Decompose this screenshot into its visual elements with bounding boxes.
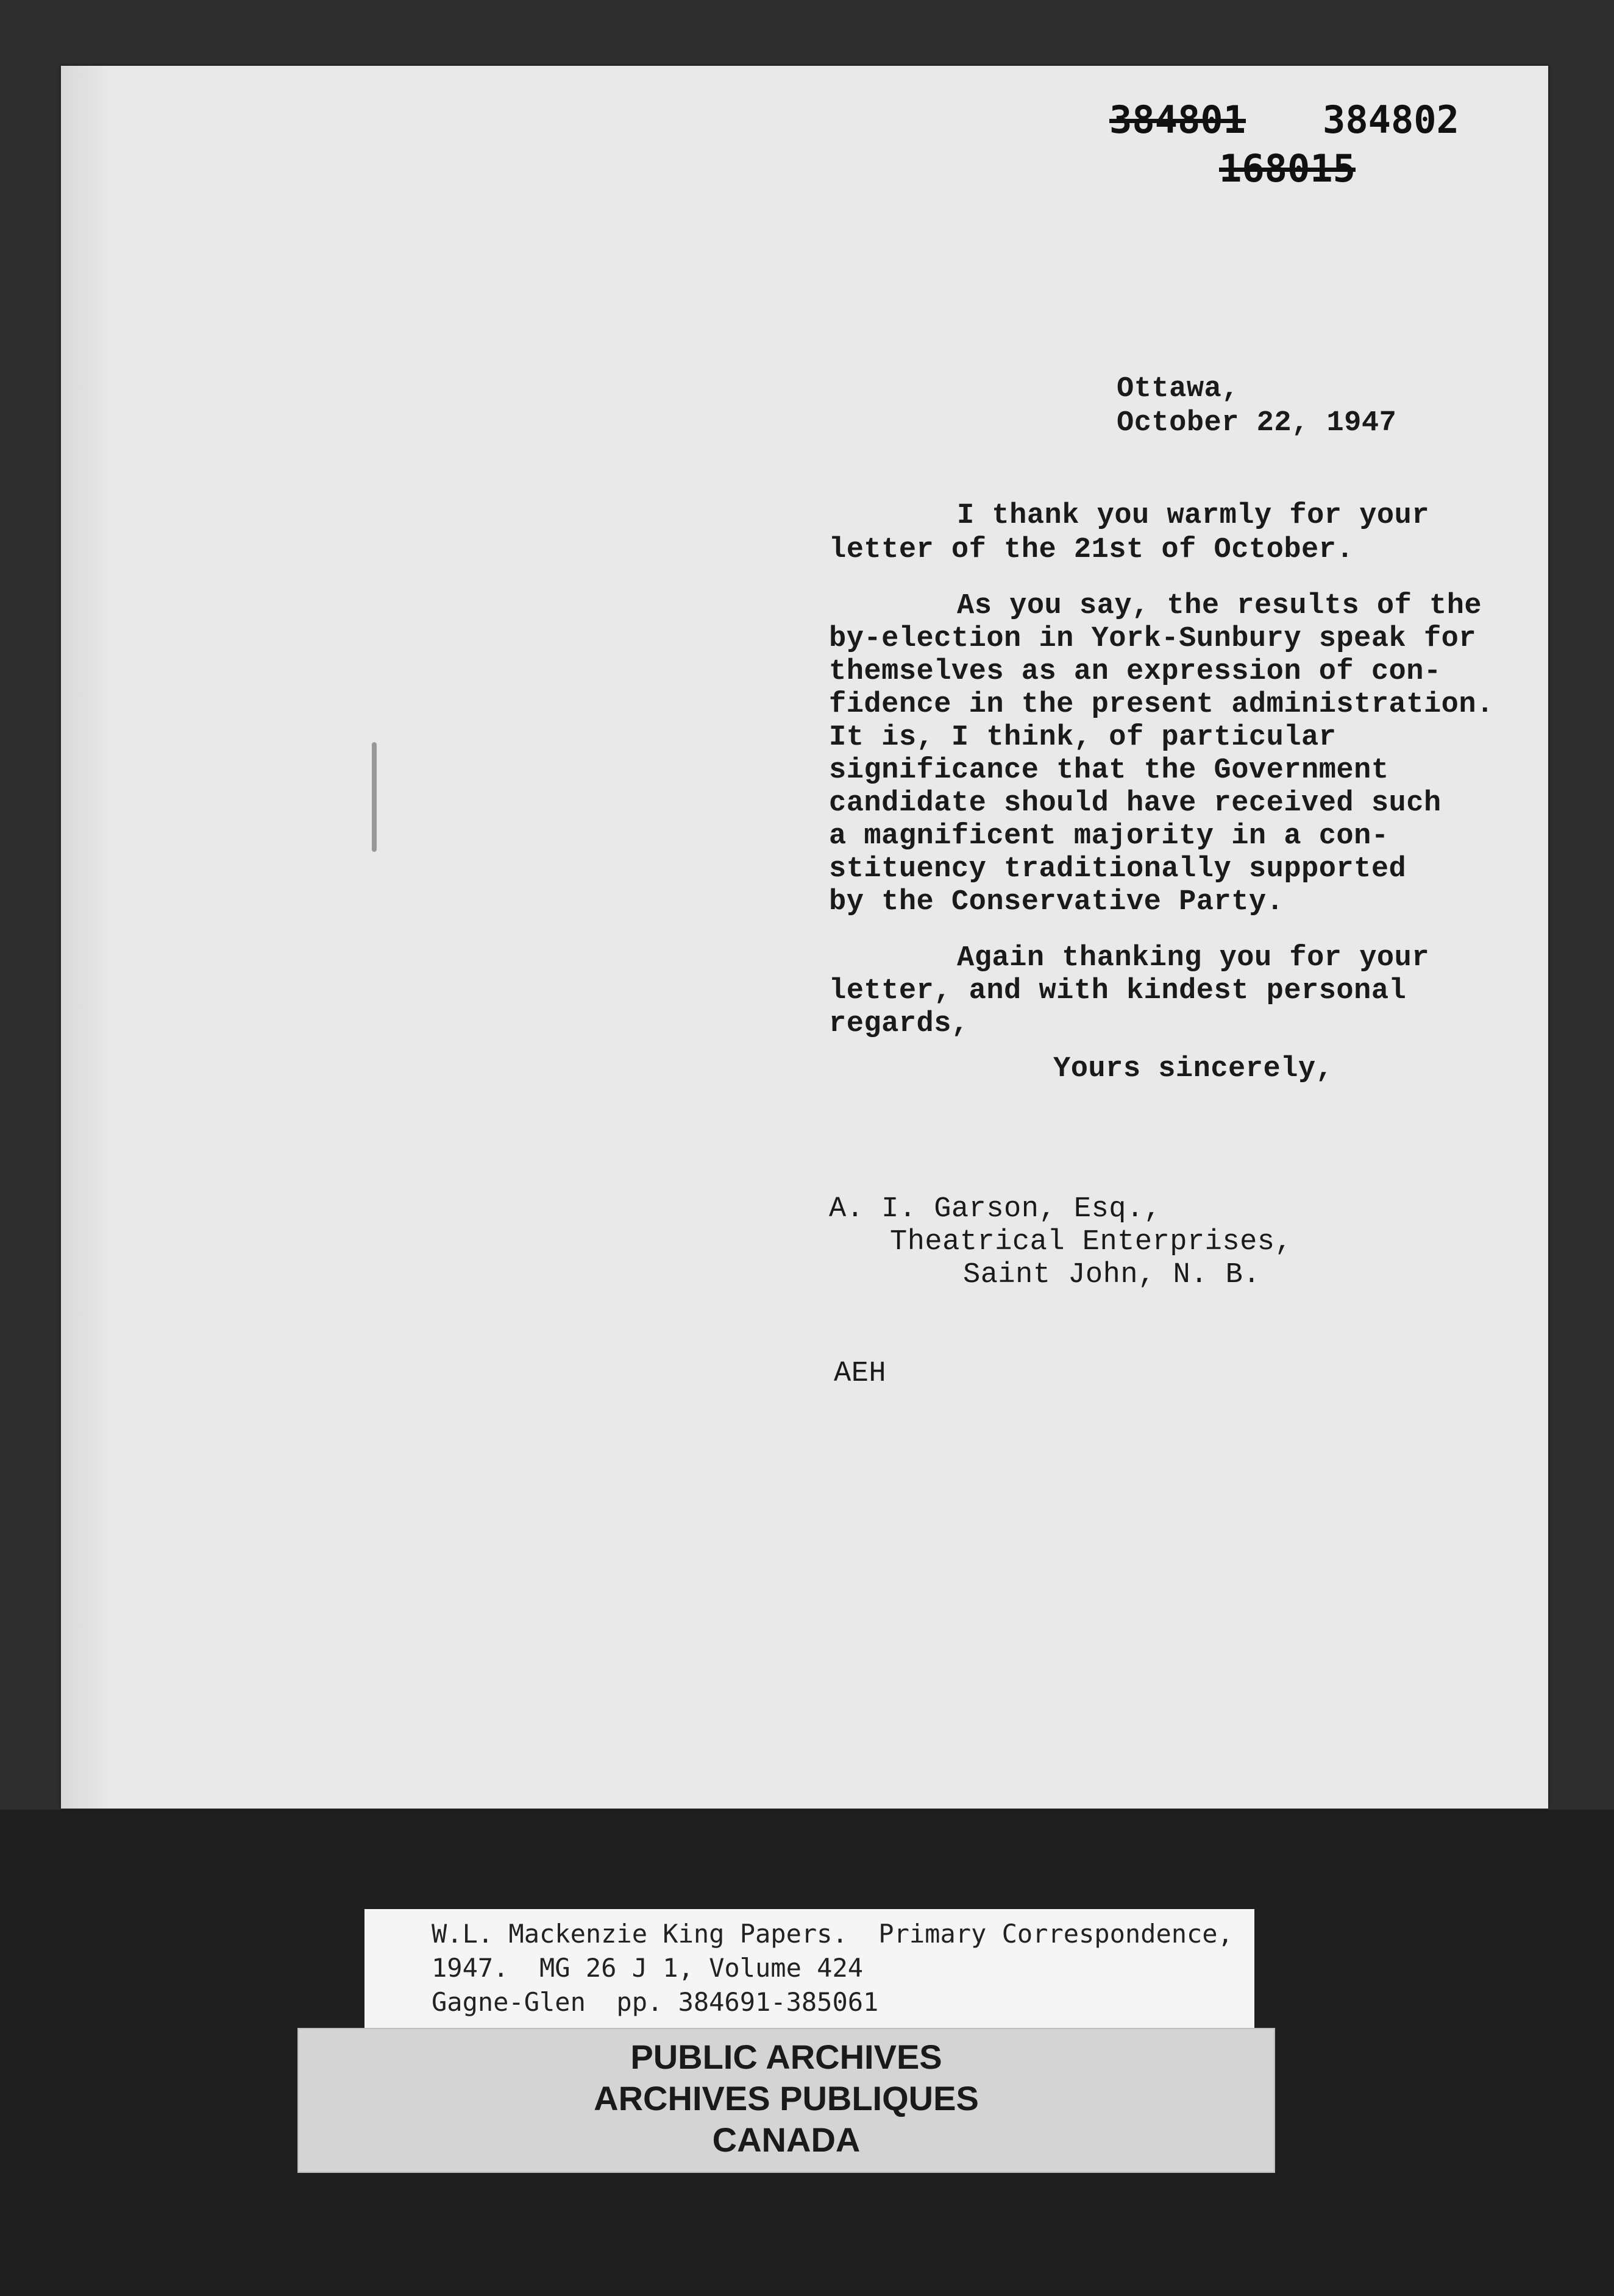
paragraph-1-line: letter of the 21st of October. <box>829 534 1354 566</box>
page-edge-shadow <box>61 66 110 1809</box>
typist-initials: AEH <box>834 1358 887 1390</box>
stamp-line: ARCHIVES PUBLIQUES <box>594 2079 979 2117</box>
letter-closing: Yours sincerely, <box>1053 1053 1334 1085</box>
paragraph-3-line: letter, and with kindest personal <box>829 975 1407 1007</box>
stamp-line: CANADA <box>712 2121 861 2159</box>
citation-line: 1947. MG 26 J 1, Volume 424 <box>432 1953 864 1983</box>
letter-page <box>61 66 1548 1809</box>
struck-file-number: 168015 <box>1219 146 1356 191</box>
paragraph-2-line: a magnificent majority in a con- <box>829 820 1389 852</box>
document-reference-number: 384802 <box>1323 97 1459 142</box>
public-archives-stamp <box>297 2028 1275 2173</box>
paragraph-2-line: by-election in York-Sunbury speak for <box>829 623 1477 655</box>
letter-place: Ottawa, <box>1117 373 1239 405</box>
paragraph-2-line: by the Conservative Party. <box>829 886 1284 918</box>
recipient-organization: Theatrical Enterprises, <box>890 1226 1293 1258</box>
paragraph-2-line: significance that the Government <box>829 754 1389 787</box>
paragraph-2-line: It is, I think, of particular <box>829 721 1337 754</box>
citation-line: Gagne-Glen pp. 384691-385061 <box>432 1987 879 2017</box>
struck-reference-number: 384801 <box>1109 97 1246 142</box>
page-mark <box>372 742 377 852</box>
paragraph-2-line: stituency traditionally supported <box>829 853 1407 885</box>
paragraph-2-line: themselves as an expression of con- <box>829 656 1442 688</box>
paragraph-2-line: fidence in the present administration. <box>829 689 1494 721</box>
stamp-line: PUBLIC ARCHIVES <box>630 2038 942 2076</box>
paragraph-2-line: As you say, the results of the <box>957 590 1482 622</box>
paragraph-3-line: Again thanking you for your <box>957 942 1430 974</box>
recipient-city: Saint John, N. B. <box>963 1259 1260 1291</box>
recipient-name: A. I. Garson, Esq., <box>829 1193 1162 1225</box>
letter-date: October 22, 1947 <box>1117 407 1397 439</box>
citation-line: W.L. Mackenzie King Papers. Primary Correspondence, <box>432 1919 1233 1949</box>
paragraph-3-line: regards, <box>829 1008 969 1040</box>
paragraph-1-line: I thank you warmly for your <box>957 500 1430 532</box>
paragraph-2-line: candidate should have received such <box>829 787 1442 820</box>
